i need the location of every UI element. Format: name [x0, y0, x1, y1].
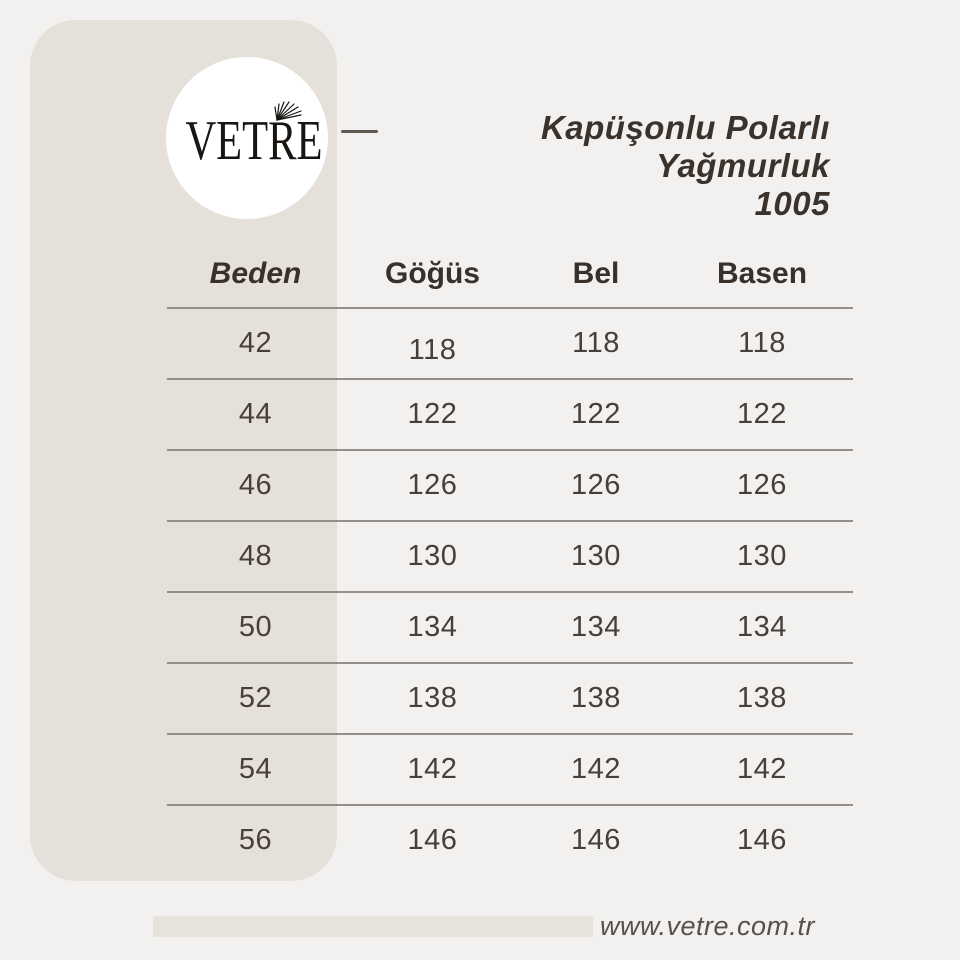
table-row [167, 522, 853, 593]
brand-logo-text: VETRE [185, 110, 323, 172]
cell-chest: 122 [407, 398, 458, 430]
footer-bar [153, 916, 593, 937]
cell-hip: 138 [737, 682, 787, 714]
cell-waist: 142 [571, 753, 621, 785]
size-table [167, 240, 853, 875]
cell-waist: 134 [571, 611, 621, 643]
title-dash-line [341, 130, 378, 133]
cell-waist: 146 [571, 824, 621, 856]
cell-hip: 142 [737, 753, 787, 785]
table-row [167, 593, 853, 664]
cell-hip: 134 [737, 611, 787, 643]
cell-size: 46 [238, 469, 273, 501]
cell-chest: 146 [407, 824, 458, 856]
table-row [167, 735, 853, 806]
cell-hip: 130 [737, 540, 787, 572]
cell-waist: 122 [571, 398, 621, 430]
cell-waist: 130 [571, 540, 621, 572]
cell-hip: 146 [737, 824, 787, 856]
cell-size: 56 [238, 824, 273, 856]
cell-size: 48 [238, 540, 273, 572]
product-title-name: Kapüşonlu Polarlı Yağmurluk [540, 109, 830, 184]
column-header-bel: Bel [572, 256, 620, 290]
cell-hip: 118 [738, 327, 786, 359]
table-row [167, 664, 853, 735]
cell-waist: 118 [572, 327, 620, 359]
cell-chest: 118 [408, 334, 457, 366]
column-header-basen: Basen [716, 256, 808, 290]
product-title [390, 109, 830, 223]
cell-waist: 126 [571, 469, 621, 501]
column-header-gogus: Göğüs [385, 256, 480, 290]
table-header-row [167, 240, 853, 309]
cell-hip: 126 [737, 469, 787, 501]
cell-chest: 130 [407, 540, 458, 572]
cell-chest: 138 [407, 682, 458, 714]
product-title-code: 1005 [754, 185, 830, 222]
column-header-beden: Beden [209, 256, 302, 290]
cell-size: 54 [238, 753, 273, 785]
cell-size: 50 [238, 611, 273, 643]
cell-size: 52 [238, 682, 273, 714]
cell-hip: 122 [737, 398, 787, 430]
cell-waist: 138 [571, 682, 621, 714]
website-url: www.vetre.com.tr [600, 911, 816, 941]
cell-chest: 134 [407, 611, 458, 643]
table-row [167, 380, 853, 451]
table-row [167, 451, 853, 522]
cell-size: 44 [238, 398, 273, 430]
cell-chest: 142 [407, 753, 458, 785]
cell-size: 42 [238, 327, 273, 359]
table-row [167, 309, 853, 380]
table-row [167, 806, 853, 875]
cell-chest: 126 [407, 469, 458, 501]
brand-logo [166, 57, 328, 219]
